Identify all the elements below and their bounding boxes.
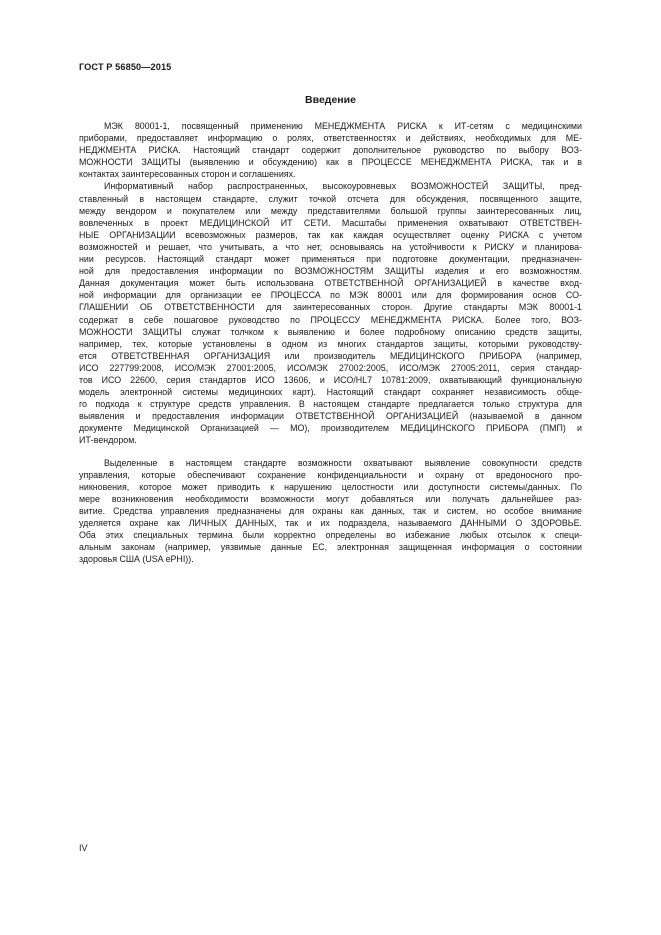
paragraph-line: МОЖНОСТИ ЗАЩИТЫ (выявлению и обсуждению) как в ПРОЦЕССЕ МЕНЕДЖМЕНТА РИСКА, так и в (79, 157, 582, 168)
paragraph-line: приборами, предоставляет информацию о ролях, ответственностях и действиях, необходимых для МЕ- (79, 133, 582, 144)
paragraph-line: ется ОТВЕТСТВЕННАЯ ОРГАНИЗАЦИЯ или производитель МЕДИЦИНСКОГО ПРИБОРА (например, (79, 350, 582, 361)
paragraph-line: никновения, которое может приводить к нарушению целостности или доступности системы/данных. По (79, 481, 582, 492)
paragraph (79, 180, 582, 446)
paragraph-line: Выделенные в настоящем стандарте возможности охватывают выявление совокупности средств (104, 457, 582, 468)
page-number: IV (79, 843, 88, 853)
paragraph-line: содержат в себе пошаговое руководство по ПРОЦЕССУ МЕНЕДЖМЕНТА РИСКА. Более того, ВОЗ- (79, 314, 582, 325)
body-text (79, 120, 582, 565)
paragraph-line: НЕДЖМЕНТА РИСКА. Настоящий стандарт содержит дополнительное руководство по выбору ВОЗ- (79, 145, 582, 156)
paragraph-line: ной информации для организации ее ПРОЦЕССА по МЭК 80001 или для формирования основ СО- (79, 290, 582, 301)
standard-designation: ГОСТ Р 56850—2015 (79, 62, 172, 72)
paragraph-line: МОЖНОСТИ ЗАЩИТЫ служат толчком к выявлению и более подробному описанию средств защиты, (79, 326, 582, 337)
paragraph-gap (79, 447, 582, 457)
section-title: Введение (305, 94, 356, 106)
paragraph-line: Данная документация может быть использована ОТВЕТСТВЕННОЙ ОРГАНИЗАЦИЕЙ в качестве вход- (79, 278, 582, 289)
paragraph-line: го подхода к структуре средств управления. В настоящем стандарте предлагается только структура для (79, 399, 582, 410)
paragraph-line: НЫЕ ОРГАНИЗАЦИИ всевозможных размеров, так как каждая осуществляет оценку РИСКА с учетом (79, 229, 582, 240)
paragraph-line: вовлеченных в проект МЕДИЦИНСКОЙ ИТ СЕТИ. Масштабы применения охватывают ОТВЕТСТВЕН- (79, 217, 582, 228)
paragraph-line: Оба этих специальных термина были корректно определены во избежание любых отсылок к специ- (79, 530, 582, 541)
paragraph-line: контактах заинтересованных сторон и соглашениях. (79, 169, 296, 180)
paragraph-line: выявления и предоставления информации ОТВЕТСТВЕННОЙ ОРГАНИЗАЦИЕЙ (называемой в данном (79, 411, 582, 422)
paragraph (79, 457, 582, 566)
paragraph-line: тов ИСО 22600, серия стандартов ИСО 13606, и ИСО/HL7 10781:2009, охватывающий функциональную (79, 374, 582, 385)
paragraph-line: Информативный набор распространенных, высокоуровневых ВОЗМОЖНОСТЕЙ ЗАЩИТЫ, пред- (104, 181, 582, 192)
paragraph-line: ставленный в настоящем стандарте, служит точкой отсчета для обсуждения, посвященного защите, (79, 193, 582, 204)
paragraph-line: альным законам (например, уязвимые данные ЕС, электронная защищенная информация о состоянии (79, 542, 582, 553)
paragraph-line: модель электронной системы медицинских карт). Настоящий стандарт сохраняет независимость обще- (79, 387, 582, 398)
paragraph-line: ИТ-вендором. (79, 435, 137, 446)
paragraph-line: мере возникновения необходимости возможности могут добавляться или получать дальнейшее раз- (79, 493, 582, 504)
paragraph-line: уделяется охране как ЛИЧНЫХ ДАННЫХ, так и их подраздела, называемого ДАННЫМИ О ЗДОРОВЬЕ. (79, 518, 582, 528)
paragraph-line: возможностей и решает, что учитывать, а что нет, основываясь на устойчивости к РИСКУ и планирова- (79, 241, 582, 252)
paragraph-line: ГЛАШЕНИИ ОБ ОТВЕТСТВЕННОСТИ для заинтересованных сторон. Другие стандарты МЭК 80001-1 (79, 302, 582, 313)
paragraph-line: МЭК 80001-1, посвященный применению МЕНЕДЖМЕНТА РИСКА к ИТ-сетям с медицинскими (104, 121, 582, 131)
paragraph-line: документе Медицинской Организацией — МО), производителем МЕДИЦИНСКОГО ПРИБОРА (ПМП) и (79, 423, 582, 434)
paragraph (79, 120, 582, 180)
paragraph-line: нии ресурсов. Настоящий стандарт может применяться при подготовке документации, предназначен- (79, 254, 582, 265)
paragraph-line: например, тех, которые установлены в одном из многих стандартов защиты, которыми руководству- (79, 338, 582, 349)
paragraph-line: ной для предоставления информации по ВОЗМОЖНОСТЯМ ЗАЩИТЫ изделия и его возможностям. (79, 266, 582, 277)
paragraph-line: управления, которые обеспечивают сохранение конфиденциальности и охрану от вредоносного про- (79, 469, 582, 480)
paragraph-line: витие. Средства управления предназначены для охраны как данных, так и систем, но особое внимание (79, 505, 582, 516)
paragraph-line: между вендором и покупателем или между представителями большой группы заинтересованных лиц, (79, 205, 582, 216)
paragraph-line: ИСО 227799:2008, ИСО/МЭК 27001:2005, ИСО/МЭК 27002:2005, ИСО/МЭК 27005:2011, серия стандар- (79, 362, 582, 373)
paragraph-line: здоровья США (USA ePHI)). (79, 554, 194, 565)
